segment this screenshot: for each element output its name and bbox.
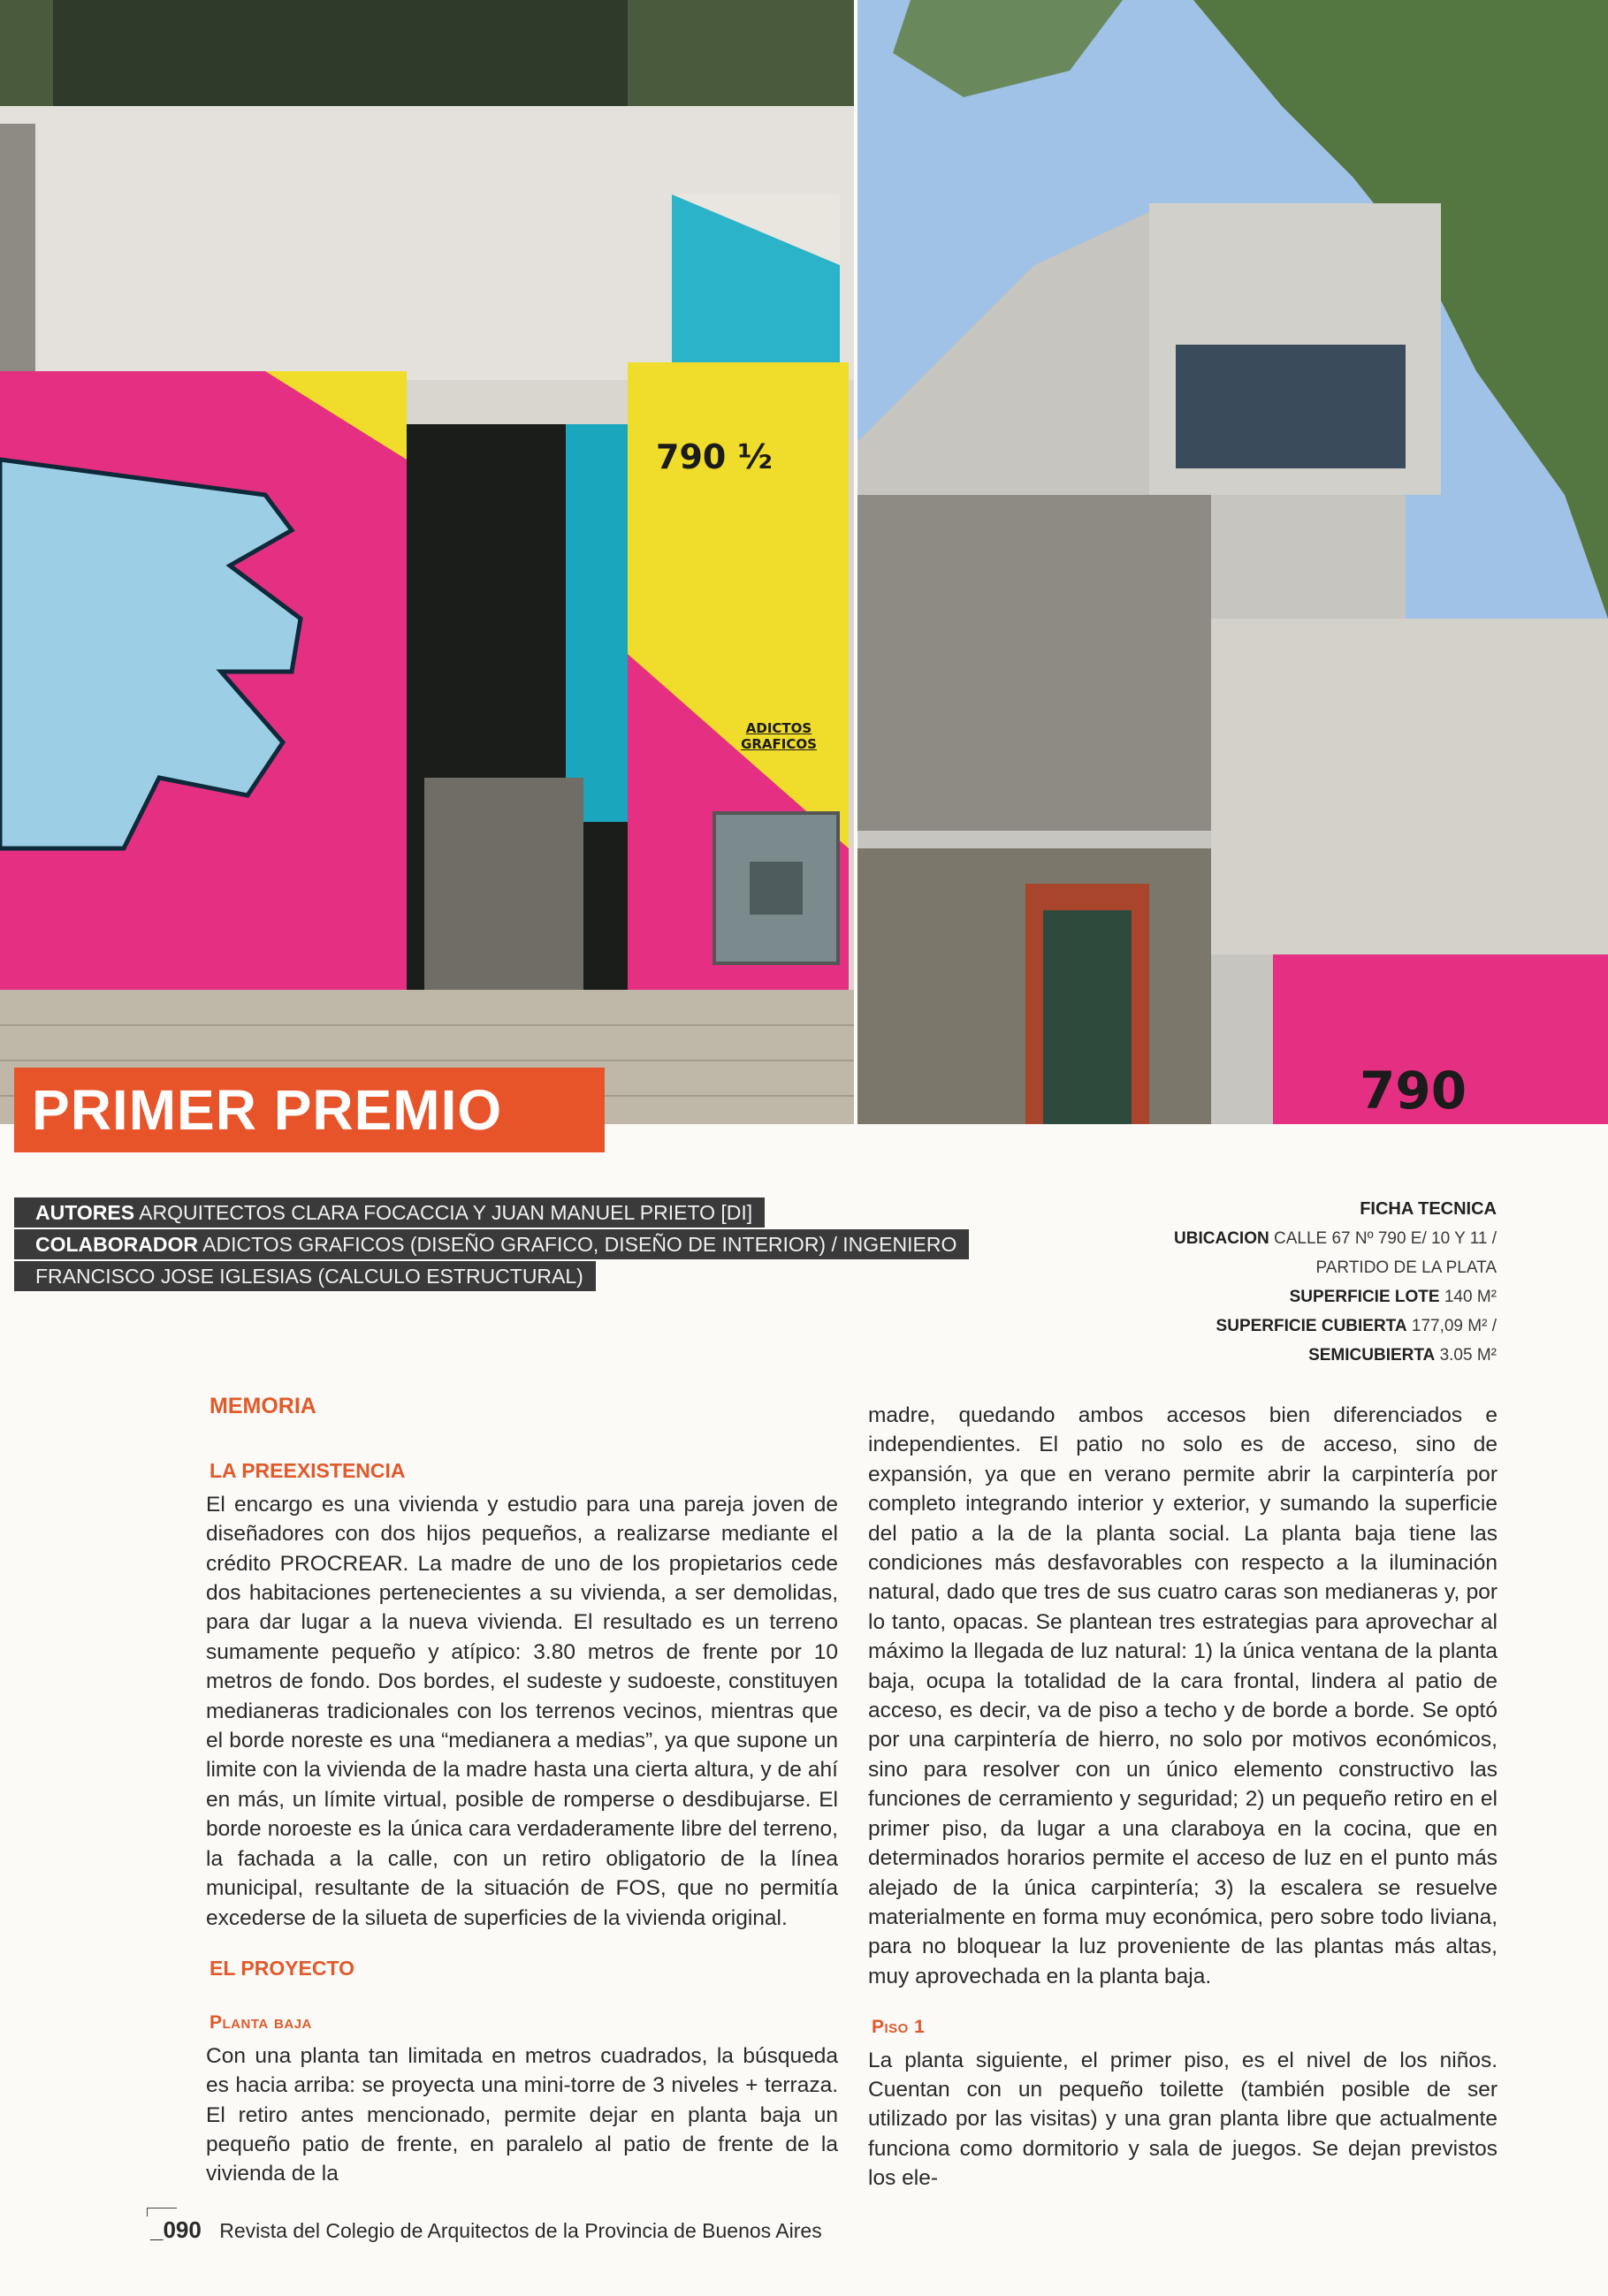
building-exterior-photo [857, 0, 1608, 1124]
piso1-heading: Piso 1 [872, 2017, 926, 2038]
article-column-right [868, 1401, 1497, 2193]
page-number: _090 [150, 2216, 202, 2243]
page-footer [150, 2216, 822, 2244]
house-number-mural: 790 ½ [656, 437, 773, 476]
planta-baja-continued-paragraph: madre, quedando ambos accesos bien diferenciados e independientes. El patio no solo es de acceso, sino de expansión, ya que en verano permite abrir la carpintería por completo integrando interior y exterior, y sumando la superficie del patio a la de la planta social. La planta baja tiene las condiciones más desfavorables con respecto a la iluminación natural, dado que tres de sus cuatro caras son medianeras y, por lo tanto, opacas. Se plantean tres estrategias para aprovechar al máximo la llegada de luz natural: 1) la única ventana de la planta baja, ocupa la totalidad de la cara frontal, lindera al patio de acceso, es decir, va de piso a techo y de borde a borde. Se optó por una carpintería de hierro, no solo por motivos económicos, sino para resolver con un único elemento constructivo las funciones de cerramiento y seguridad; 2) un pequeño retiro en el primer piso, da lugar a una claraboya en la cocina, que en determinados horarios permite el acceso de luz en el punto más alejado de la única carpintería; 3) la escalera se resuelve materialmente en forma muy económica, pero sobre todo liviana, para no bloquear la luz proveniente de las plantas más altas, muy aprovechada en la planta baja. [868, 1403, 1497, 1988]
preexistencia-paragraph: El encargo es una vivienda y estudio para una pareja joven de diseñadores con dos hijos pequeños, a realizarse mediante el crédito PROCREAR. La madre de uno de los propietarios cede dos habitaciones pertenecientes a su vivienda, a ser demolidas, para dar lugar a la nueva vivienda. El resultado es un terreno sumamente pequeño y atípico: 3.80 metros de frente por 10 metros de fondo. Dos bordes, el sudeste y sudoeste, constituyen medianeras tradicionales con los terrenos vecinos, mientras que el borde noreste es una “medianera a medias”, ya que supone un limite con la vivienda de la madre hasta una cierta altura, y de ahí en más, un límite virtual, posible de romperse o desdibujarse. El borde noroeste es la única cara verdaderamente libre del terreno, la fachada a la calle, con un retiro obligatorio de la línea municipal, resultante de la situación de FOS, que no permitía excederse de la silueta de superficies de la vivienda original. [206, 1492, 838, 1930]
collaborator-value: ADICTOS GRAFICOS (DISEÑO GRAFICO, DISEÑO DE INTERIOR) / INGENIERO [202, 1233, 957, 1256]
adictos-graficos-sign: ADICTOS GRAFICOS [741, 720, 817, 752]
article-column-left [206, 1392, 838, 2189]
proyecto-heading: EL PROYECTO [210, 1956, 355, 1980]
footer-rule [147, 2208, 177, 2209]
piso1-paragraph: La planta siguiente, el primer piso, es el nivel de los niños. Cuentan con un pequeño toilette (también posible de ser utilizado por las visitas) y una gran planta libre que actualmente funciona como dormitorio y sala de juegos. Se dejan previstos los ele- [868, 2048, 1497, 2191]
memoria-heading: MEMORIA [210, 1394, 316, 1418]
footer-rule-tick [147, 2208, 148, 2216]
house-number-building: 790 [1360, 1061, 1467, 1121]
authors-row [14, 1197, 969, 1228]
facade-mural-photo [0, 0, 854, 1124]
planta-baja-paragraph: Con una planta tan limitada en metros cuadrados, la búsqueda es hacia arriba: se proyecta una mini-torre de 3 niveles + terraza. El retiro antes mencionado, permite dejar en planta baja un pequeño patio de frente, en paralelo al patio de frente de la vivienda de la [206, 2043, 838, 2186]
preexistencia-heading: LA PREEXISTENCIA [210, 1459, 406, 1483]
collaborator-label: COLABORADOR [35, 1233, 198, 1256]
credits-block [14, 1197, 969, 1293]
planta-baja-heading: Planta baja [210, 2012, 312, 2034]
publication-name: Revista del Colegio de Arquitectos de la Provincia de Buenos Aires [219, 2219, 822, 2242]
collaborator-value-2: FRANCISCO JOSE IGLESIAS (CALCULO ESTRUCTURAL) [35, 1265, 583, 1288]
authors-value: ARQUITECTOS CLARA FOCACCIA Y JUAN MANUEL PRIETO [DI] [139, 1201, 753, 1224]
semicovered-area-line: SEMICUBIERTA 3.05 M² [1308, 1346, 1497, 1365]
authors-label: AUTORES [35, 1201, 135, 1224]
technical-sheet [1174, 1195, 1497, 1370]
covered-area-line: SUPERFICIE CUBIERTA 177,09 M² / [1216, 1317, 1497, 1335]
prize-banner: PRIMER PREMIO [14, 1068, 605, 1152]
location-line-2: PARTIDO DE LA PLATA [1315, 1258, 1497, 1277]
location-line: UBICACION CALLE 67 Nº 790 E/ 10 Y 11 / [1174, 1229, 1497, 1248]
collaborator-row-2 [14, 1261, 969, 1292]
lot-area-line: SUPERFICIE LOTE 140 M² [1289, 1288, 1497, 1306]
technical-sheet-title: FICHA TECNICA [1360, 1199, 1497, 1219]
collaborator-row [14, 1229, 969, 1260]
